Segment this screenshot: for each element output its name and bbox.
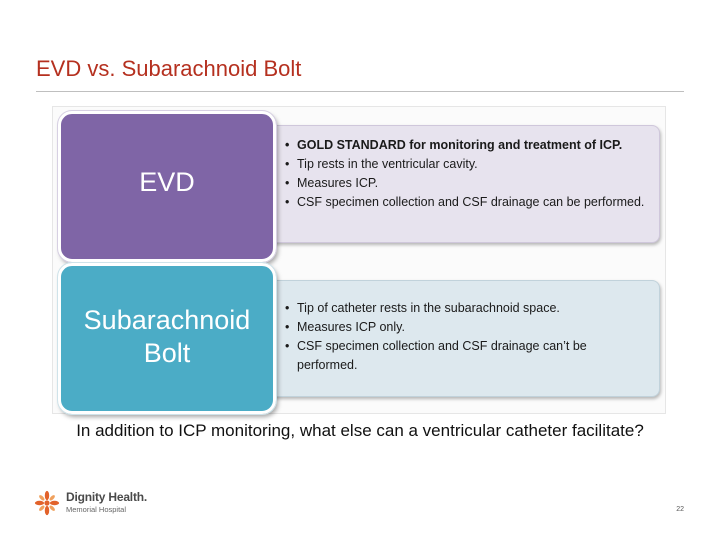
page-number: 22: [676, 506, 684, 513]
evd-bullet: • Tip rests in the ventricular cavity.: [283, 155, 645, 174]
bolt-bullet: • CSF specimen collection and CSF drainage can’t be performed.: [283, 337, 645, 375]
bolt-bullet-list: [283, 299, 645, 375]
bolt-bullet: • Tip of catheter rests in the subarachnoid space.: [283, 299, 645, 318]
dignity-health-star-icon: [34, 490, 60, 516]
evd-tile: [58, 111, 276, 262]
evd-bullet-list: [283, 136, 645, 212]
evd-bullet: • Measures ICP.: [283, 174, 645, 193]
title-divider: [36, 91, 684, 92]
evd-bullet: • CSF specimen collection and CSF drainage can be performed.: [283, 193, 645, 212]
slide-title: EVD vs. Subarachnoid Bolt: [36, 56, 302, 81]
discussion-question: In addition to ICP monitoring, what else can a ventricular catheter facilitate?: [76, 421, 644, 440]
bolt-details-panel: [262, 280, 660, 397]
dignity-health-logo: [34, 488, 174, 520]
logo-name: Dignity Health.: [66, 490, 148, 504]
evd-label: EVD: [139, 167, 195, 197]
evd-bullet: • GOLD STANDARD for monitoring and treatment of ICP.: [283, 136, 645, 155]
bolt-label: Subarachnoid Bolt: [83, 304, 251, 368]
bolt-bullet: • Measures ICP only.: [283, 318, 645, 337]
logo-subtitle: Memorial Hospital: [66, 505, 127, 514]
evd-details-panel: [262, 125, 660, 243]
bolt-tile: [58, 263, 276, 414]
